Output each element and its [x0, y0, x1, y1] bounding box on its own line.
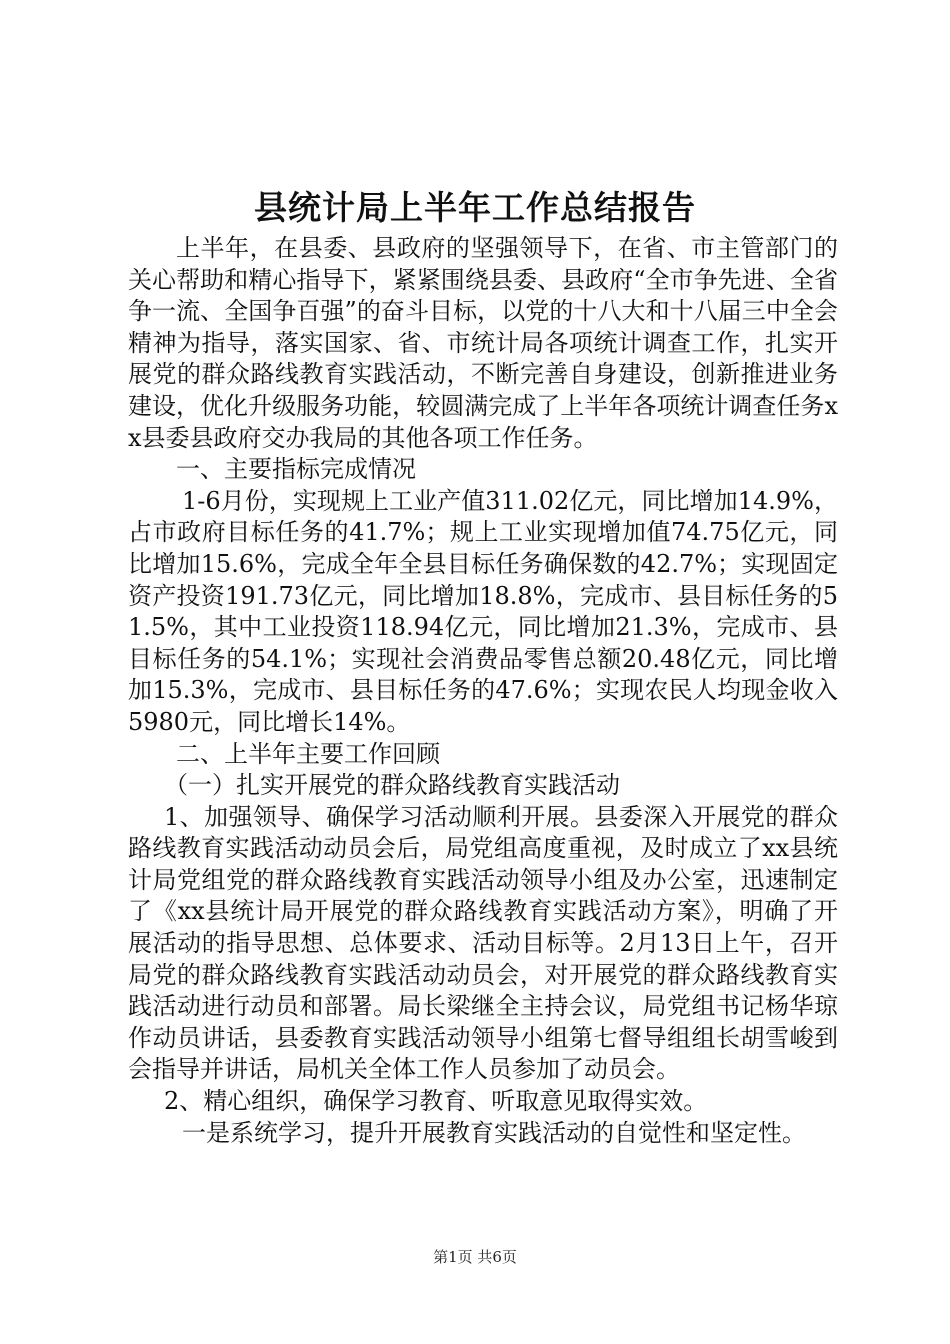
document-body	[128, 233, 838, 1149]
intro-paragraph: 上半年，在县委、县政府的坚强领导下，在省、市主管部门的关心帮助和精心指导下，紧紧围绕县委、县政府“全市争先进、全省争一流、全国争百强”的奋斗目标，以党的十八大和十八届三中全会精神为指导，落实国家、省、市统计局各项统计调查工作，扎实开展党的群众路线教育实践活动，不断完善自身建设，创新推进业务建设，优化升级服务功能，较圆满完成了上半年各项统计调查任务xx县委县政府交办我局的其他各项工作任务。	[128, 234, 838, 452]
document-title: 县统计局上半年工作总结报告	[254, 188, 696, 227]
section-heading-2: 二、上半年主要工作回顾	[176, 739, 440, 768]
leadership-paragraph: 1、加强领导、确保学习活动顺利开展。县委深入开展党的群众路线教育实践活动动员会后，局党组高度重视，及时成立了xx县统计局党组党的群众路线教育实践活动领导小组及办公室，迅速制定了《xx县统计局开展党的群众路线教育实践活动方案》，明确了开展活动的指导思想、总体要求、活动目标等。2月13日上午，召开局党的群众路线教育实践活动动员会，对开展党的群众路线教育实践活动进行动员和部署。局长梁继全主持会议，局党组书记杨华琼作动员讲话，县委教育实践活动领导小组第七督导组组长胡雪峻到会指导并讲话，局机关全体工作人员参加了动员会。	[128, 802, 838, 1084]
section-heading-1: 一、主要指标完成情况	[176, 455, 416, 484]
indicators-paragraph: 1-6月份，实现规上工业产值311.02亿元，同比增加14.9%，占市政府目标任务的41.7%；规上工业实现增加值74.75亿元，同比增加15.6%，完成全年全县目标任务确保数的42.7%；实现固定资产投资191.73亿元，同比增加18.8%，完成市、县目标任务的51.5%，其中工业投资118.94亿元，同比增加21.3%，完成市、县目标任务的54.1%；实现社会消费品零售总额20.48亿元，同比增加15.3%，完成市、县目标任务的47.6%；实现农民人均现金收入5980元，同比增长14%。	[128, 486, 838, 736]
item-heading-2: 2、精心组织，确保学习教育、听取意见取得实效。	[164, 1087, 708, 1116]
study-paragraph: 一是系统学习，提升开展教育实践活动的自觉性和坚定性。	[182, 1118, 806, 1147]
subsection-heading-1: （一）扎实开展党的群众路线教育实践活动	[164, 771, 620, 800]
page-number-footer: 第1页 共6页	[433, 1248, 517, 1266]
